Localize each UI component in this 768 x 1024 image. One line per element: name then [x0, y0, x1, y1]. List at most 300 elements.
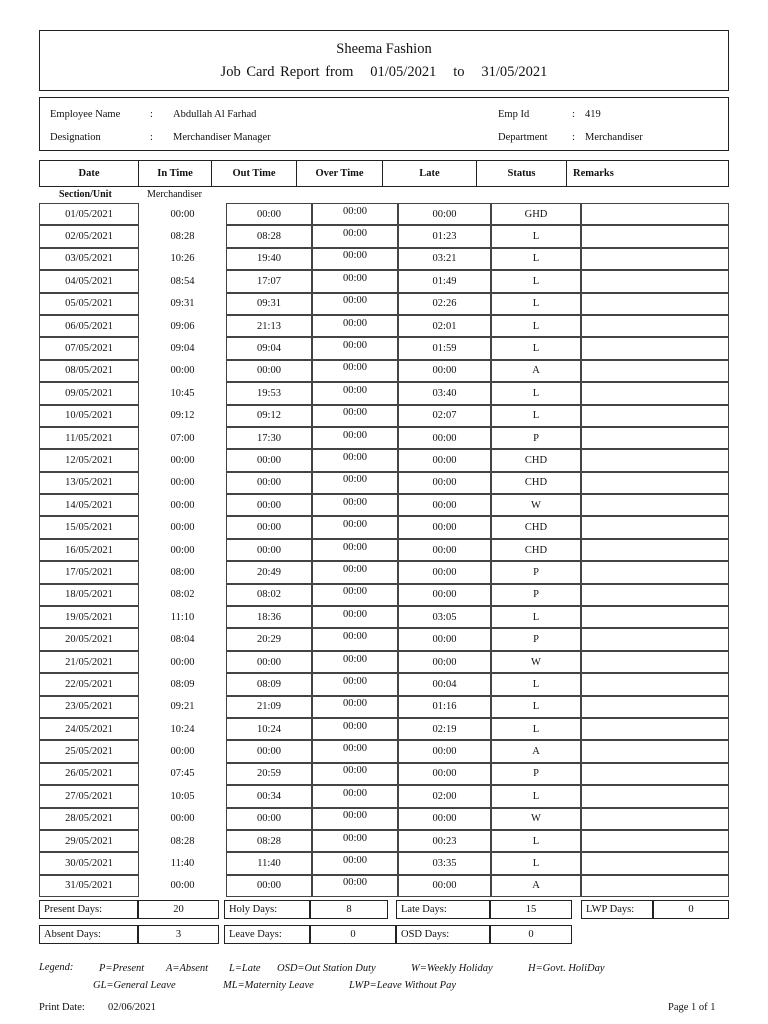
table-row	[39, 293, 729, 315]
cell-out-time: 00:00	[226, 808, 312, 830]
cell-date: 19/05/2021	[39, 606, 139, 628]
legend-absent: A=Absent	[166, 963, 209, 974]
table-row	[39, 315, 729, 337]
report-to-word: to	[453, 64, 465, 80]
cell-remarks	[581, 405, 729, 427]
cell-remarks	[581, 561, 729, 583]
cell-late: 02:07	[398, 405, 491, 427]
cell-status: L	[491, 405, 581, 427]
holy-days-value: 8	[310, 900, 388, 919]
cell-status: CHD	[491, 472, 581, 494]
cell-in-time: 00:00	[170, 522, 195, 534]
cell-in-time: 00:00	[170, 499, 195, 511]
cell-remarks	[581, 360, 729, 382]
cell-out-time: 00:00	[226, 494, 312, 516]
cell-late: 00:00	[398, 516, 491, 538]
cell-remarks	[581, 248, 729, 270]
cell-remarks	[581, 696, 729, 718]
cell-date: 29/05/2021	[39, 830, 139, 852]
cell-over-time: 00:00	[312, 740, 398, 762]
cell-remarks	[581, 539, 729, 561]
cell-date: 24/05/2021	[39, 718, 139, 740]
table-row	[39, 360, 729, 382]
cell-status: A	[491, 360, 581, 382]
table-row	[39, 696, 729, 718]
cell-out-time: 00:00	[226, 203, 312, 225]
cell-out-time: 17:07	[226, 270, 312, 292]
cell-late: 00:00	[398, 651, 491, 673]
cell-date: 14/05/2021	[39, 494, 139, 516]
leave-days-value: 0	[310, 925, 396, 944]
cell-over-time: 00:00	[312, 472, 398, 494]
cell-late: 00:00	[398, 449, 491, 471]
cell-out-time: 00:00	[226, 472, 312, 494]
cell-remarks	[581, 337, 729, 359]
cell-in-time: 00:00	[170, 656, 195, 668]
cell-in-time: 00:00	[170, 208, 195, 220]
report-from-date: 01/05/2021	[370, 64, 437, 80]
cell-late: 00:00	[398, 472, 491, 494]
employee-info	[39, 97, 729, 151]
holy-days-label: Holy Days:	[224, 900, 310, 919]
report-to-date: 31/05/2021	[481, 64, 548, 80]
cell-remarks	[581, 875, 729, 897]
cell-out-time: 21:13	[226, 315, 312, 337]
cell-over-time: 00:00	[312, 405, 398, 427]
cell-late: 01:16	[398, 696, 491, 718]
cell-out-time: 00:00	[226, 875, 312, 897]
osd-days-value: 0	[490, 925, 572, 944]
cell-late: 00:23	[398, 830, 491, 852]
company-name: Sheema Fashion	[336, 41, 432, 57]
cell-date: 15/05/2021	[39, 516, 139, 538]
cell-out-time: 00:00	[226, 360, 312, 382]
cell-in-time: 08:04	[170, 634, 195, 646]
cell-date: 01/05/2021	[39, 203, 139, 225]
legend-general-leave: GL=General Leave	[93, 980, 176, 991]
cell-status: CHD	[491, 449, 581, 471]
cell-out-time: 19:53	[226, 382, 312, 404]
col-status: Status	[477, 160, 567, 187]
cell-out-time: 00:34	[226, 785, 312, 807]
legend-osd: OSD=Out Station Duty	[277, 963, 376, 974]
table-row	[39, 740, 729, 762]
cell-out-time: 09:04	[226, 337, 312, 359]
table-row	[39, 673, 729, 695]
department-label: Department	[498, 132, 548, 143]
cell-date: 26/05/2021	[39, 763, 139, 785]
cell-date: 25/05/2021	[39, 740, 139, 762]
cell-late: 02:00	[398, 785, 491, 807]
emp-id: 419	[585, 109, 601, 120]
late-days-value: 15	[490, 900, 572, 919]
cell-out-time: 11:40	[226, 852, 312, 874]
section-unit	[39, 189, 729, 203]
cell-remarks	[581, 382, 729, 404]
cell-in-time: 11:40	[170, 858, 195, 870]
cell-status: L	[491, 606, 581, 628]
cell-status: L	[491, 225, 581, 247]
cell-status: CHD	[491, 539, 581, 561]
cell-over-time: 00:00	[312, 315, 398, 337]
cell-over-time: 00:00	[312, 360, 398, 382]
cell-status: P	[491, 584, 581, 606]
cell-remarks	[581, 673, 729, 695]
cell-late: 01:23	[398, 225, 491, 247]
cell-late: 02:19	[398, 718, 491, 740]
table-row	[39, 405, 729, 427]
department-sep: :	[572, 132, 575, 143]
col-late: Late	[383, 160, 477, 187]
cell-remarks	[581, 718, 729, 740]
table-row	[39, 382, 729, 404]
cell-status: L	[491, 785, 581, 807]
cell-status: L	[491, 852, 581, 874]
cell-late: 00:00	[398, 561, 491, 583]
cell-out-time: 18:36	[226, 606, 312, 628]
cell-late: 00:00	[398, 628, 491, 650]
cell-status: L	[491, 673, 581, 695]
cell-late: 02:01	[398, 315, 491, 337]
cell-status: L	[491, 696, 581, 718]
cell-status: L	[491, 293, 581, 315]
table-row	[39, 248, 729, 270]
legend-maternity: ML=Maternity Leave	[223, 980, 314, 991]
cell-in-time: 08:02	[170, 589, 195, 601]
cell-date: 02/05/2021	[39, 225, 139, 247]
cell-remarks	[581, 494, 729, 516]
cell-late: 00:00	[398, 808, 491, 830]
cell-over-time: 00:00	[312, 628, 398, 650]
col-remarks: Remarks	[567, 160, 729, 187]
cell-date: 13/05/2021	[39, 472, 139, 494]
cell-out-time: 20:59	[226, 763, 312, 785]
cell-over-time: 00:00	[312, 270, 398, 292]
table-row	[39, 785, 729, 807]
employee-name-label: Employee Name	[50, 109, 121, 120]
cell-date: 05/05/2021	[39, 293, 139, 315]
cell-date: 20/05/2021	[39, 628, 139, 650]
cell-late: 01:59	[398, 337, 491, 359]
section-label: Section/Unit	[59, 189, 112, 200]
cell-over-time: 00:00	[312, 830, 398, 852]
cell-over-time: 00:00	[312, 808, 398, 830]
cell-in-time: 10:05	[170, 790, 195, 802]
cell-late: 00:00	[398, 203, 491, 225]
cell-late: 00:00	[398, 427, 491, 449]
cell-over-time: 00:00	[312, 852, 398, 874]
cell-remarks	[581, 516, 729, 538]
cell-in-time: 08:28	[170, 835, 195, 847]
cell-date: 21/05/2021	[39, 651, 139, 673]
cell-over-time: 00:00	[312, 293, 398, 315]
table-row	[39, 561, 729, 583]
cell-over-time: 00:00	[312, 651, 398, 673]
cell-over-time: 00:00	[312, 203, 398, 225]
cell-remarks	[581, 651, 729, 673]
col-over-time: Over Time	[297, 160, 383, 187]
cell-out-time: 00:00	[226, 651, 312, 673]
table-row	[39, 763, 729, 785]
table-row	[39, 516, 729, 538]
table-row	[39, 472, 729, 494]
designation: Merchandiser Manager	[173, 132, 271, 143]
cell-late: 00:00	[398, 584, 491, 606]
cell-remarks	[581, 270, 729, 292]
table-row	[39, 494, 729, 516]
cell-date: 09/05/2021	[39, 382, 139, 404]
cell-status: P	[491, 561, 581, 583]
cell-status: L	[491, 270, 581, 292]
cell-date: 07/05/2021	[39, 337, 139, 359]
cell-out-time: 09:12	[226, 405, 312, 427]
cell-out-time: 20:49	[226, 561, 312, 583]
cell-remarks	[581, 808, 729, 830]
cell-date: 10/05/2021	[39, 405, 139, 427]
cell-in-time: 00:00	[170, 365, 195, 377]
lwp-days-label: LWP Days:	[581, 900, 653, 919]
cell-date: 31/05/2021	[39, 875, 139, 897]
cell-over-time: 00:00	[312, 561, 398, 583]
cell-date: 22/05/2021	[39, 673, 139, 695]
cell-over-time: 00:00	[312, 718, 398, 740]
print-date-label: Print Date:	[39, 1002, 85, 1013]
cell-over-time: 00:00	[312, 494, 398, 516]
cell-remarks	[581, 740, 729, 762]
cell-late: 03:40	[398, 382, 491, 404]
table-row	[39, 830, 729, 852]
cell-late: 00:00	[398, 494, 491, 516]
cell-in-time: 00:00	[170, 454, 195, 466]
cell-late: 00:00	[398, 360, 491, 382]
table-row	[39, 337, 729, 359]
cell-over-time: 00:00	[312, 337, 398, 359]
cell-status: L	[491, 382, 581, 404]
report-title-prefix: Job Card Report from	[220, 64, 354, 80]
cell-date: 27/05/2021	[39, 785, 139, 807]
cell-date: 04/05/2021	[39, 270, 139, 292]
cell-in-time: 00:00	[170, 880, 195, 892]
cell-status: P	[491, 763, 581, 785]
cell-remarks	[581, 830, 729, 852]
lwp-days-value: 0	[653, 900, 729, 919]
cell-out-time: 08:28	[226, 225, 312, 247]
cell-over-time: 00:00	[312, 539, 398, 561]
table-row	[39, 270, 729, 292]
page-number: Page 1 of 1	[668, 1002, 716, 1013]
cell-late: 00:00	[398, 740, 491, 762]
cell-status: L	[491, 315, 581, 337]
cell-status: GHD	[491, 203, 581, 225]
cell-out-time: 09:31	[226, 293, 312, 315]
table-row	[39, 808, 729, 830]
legend-lwp: LWP=Leave Without Pay	[349, 980, 457, 991]
print-date: 02/06/2021	[108, 1002, 156, 1013]
leave-days-label: Leave Days:	[224, 925, 310, 944]
table-row	[39, 427, 729, 449]
cell-in-time: 09:06	[170, 320, 195, 332]
cell-remarks	[581, 203, 729, 225]
attendance-table-body	[39, 203, 729, 897]
cell-date: 12/05/2021	[39, 449, 139, 471]
absent-days-value: 3	[138, 925, 219, 944]
cell-remarks	[581, 315, 729, 337]
cell-date: 11/05/2021	[39, 427, 139, 449]
cell-status: A	[491, 875, 581, 897]
absent-days-label: Absent Days:	[39, 925, 138, 944]
cell-late: 02:26	[398, 293, 491, 315]
cell-remarks	[581, 852, 729, 874]
cell-in-time: 08:09	[170, 678, 195, 690]
table-row	[39, 628, 729, 650]
cell-remarks	[581, 785, 729, 807]
table-row	[39, 875, 729, 897]
cell-out-time: 08:02	[226, 584, 312, 606]
cell-in-time: 10:45	[170, 387, 195, 399]
cell-remarks	[581, 427, 729, 449]
table-row	[39, 449, 729, 471]
cell-over-time: 00:00	[312, 785, 398, 807]
cell-status: L	[491, 718, 581, 740]
cell-late: 01:49	[398, 270, 491, 292]
table-row	[39, 203, 729, 225]
cell-date: 30/05/2021	[39, 852, 139, 874]
cell-over-time: 00:00	[312, 516, 398, 538]
cell-over-time: 00:00	[312, 584, 398, 606]
table-row	[39, 539, 729, 561]
cell-over-time: 00:00	[312, 763, 398, 785]
cell-remarks	[581, 763, 729, 785]
cell-in-time: 09:04	[170, 343, 195, 355]
cell-out-time: 17:30	[226, 427, 312, 449]
cell-status: CHD	[491, 516, 581, 538]
cell-out-time: 10:24	[226, 718, 312, 740]
cell-date: 06/05/2021	[39, 315, 139, 337]
section-value: Merchandiser	[147, 189, 202, 200]
cell-date: 08/05/2021	[39, 360, 139, 382]
cell-out-time: 20:29	[226, 628, 312, 650]
employee-name-sep: :	[150, 109, 153, 120]
cell-remarks	[581, 293, 729, 315]
cell-status: W	[491, 808, 581, 830]
cell-late: 03:05	[398, 606, 491, 628]
col-in-time: In Time	[139, 160, 212, 187]
cell-status: W	[491, 494, 581, 516]
cell-remarks	[581, 225, 729, 247]
employee-name: Abdullah Al Farhad	[173, 109, 257, 120]
cell-over-time: 00:00	[312, 696, 398, 718]
present-days-value: 20	[138, 900, 219, 919]
report-header	[39, 30, 729, 91]
cell-late: 00:00	[398, 875, 491, 897]
cell-date: 28/05/2021	[39, 808, 139, 830]
cell-status: L	[491, 248, 581, 270]
cell-out-time: 19:40	[226, 248, 312, 270]
cell-over-time: 00:00	[312, 248, 398, 270]
cell-in-time: 09:12	[170, 410, 195, 422]
cell-status: W	[491, 651, 581, 673]
late-days-label: Late Days:	[396, 900, 490, 919]
cell-late: 00:00	[398, 763, 491, 785]
cell-date: 03/05/2021	[39, 248, 139, 270]
cell-over-time: 00:00	[312, 427, 398, 449]
cell-remarks	[581, 472, 729, 494]
present-days-label: Present Days:	[39, 900, 138, 919]
cell-in-time: 10:26	[170, 253, 195, 265]
cell-out-time: 00:00	[226, 539, 312, 561]
cell-out-time: 00:00	[226, 740, 312, 762]
cell-in-time: 00:00	[170, 544, 195, 556]
cell-date: 17/05/2021	[39, 561, 139, 583]
legend-present: P=Present	[99, 963, 145, 974]
cell-status: P	[491, 427, 581, 449]
cell-status: P	[491, 628, 581, 650]
cell-out-time: 08:28	[226, 830, 312, 852]
table-row	[39, 606, 729, 628]
cell-date: 18/05/2021	[39, 584, 139, 606]
legend-label: Legend:	[39, 962, 74, 973]
table-row	[39, 651, 729, 673]
table-row	[39, 584, 729, 606]
cell-in-time: 10:24	[170, 723, 195, 735]
cell-remarks	[581, 449, 729, 471]
cell-over-time: 00:00	[312, 673, 398, 695]
table-row	[39, 718, 729, 740]
cell-late: 03:21	[398, 248, 491, 270]
table-row	[39, 852, 729, 874]
emp-id-sep: :	[572, 109, 575, 120]
cell-in-time: 00:00	[170, 813, 195, 825]
department: Merchandiser	[585, 132, 643, 143]
designation-sep: :	[150, 132, 153, 143]
cell-date: 16/05/2021	[39, 539, 139, 561]
report-title	[40, 64, 728, 81]
cell-remarks	[581, 628, 729, 650]
designation-label: Designation	[50, 132, 101, 143]
cell-out-time: 00:00	[226, 449, 312, 471]
cell-late: 03:35	[398, 852, 491, 874]
cell-over-time: 00:00	[312, 606, 398, 628]
cell-late: 00:00	[398, 539, 491, 561]
cell-out-time: 00:00	[226, 516, 312, 538]
cell-status: A	[491, 740, 581, 762]
cell-in-time: 09:21	[170, 701, 195, 713]
col-out-time: Out Time	[212, 160, 297, 187]
cell-over-time: 00:00	[312, 225, 398, 247]
cell-date: 23/05/2021	[39, 696, 139, 718]
legend-govt-holiday: H=Govt. HoliDay	[528, 963, 605, 974]
cell-in-time: 00:00	[170, 477, 195, 489]
legend-late: L=Late	[229, 963, 261, 974]
cell-out-time: 21:09	[226, 696, 312, 718]
cell-remarks	[581, 606, 729, 628]
cell-over-time: 00:00	[312, 449, 398, 471]
cell-late: 00:04	[398, 673, 491, 695]
legend-weekly: W=Weekly Holiday	[411, 963, 493, 974]
cell-in-time: 08:28	[170, 231, 195, 243]
emp-id-label: Emp Id	[498, 109, 530, 120]
cell-in-time: 11:10	[170, 611, 195, 623]
cell-status: L	[491, 337, 581, 359]
cell-in-time: 08:00	[170, 566, 195, 578]
cell-status: L	[491, 830, 581, 852]
cell-out-time: 08:09	[226, 673, 312, 695]
cell-in-time: 09:31	[170, 298, 195, 310]
osd-days-label: OSD Days:	[396, 925, 490, 944]
cell-in-time: 00:00	[170, 746, 195, 758]
cell-over-time: 00:00	[312, 875, 398, 897]
cell-in-time: 08:54	[170, 275, 195, 287]
